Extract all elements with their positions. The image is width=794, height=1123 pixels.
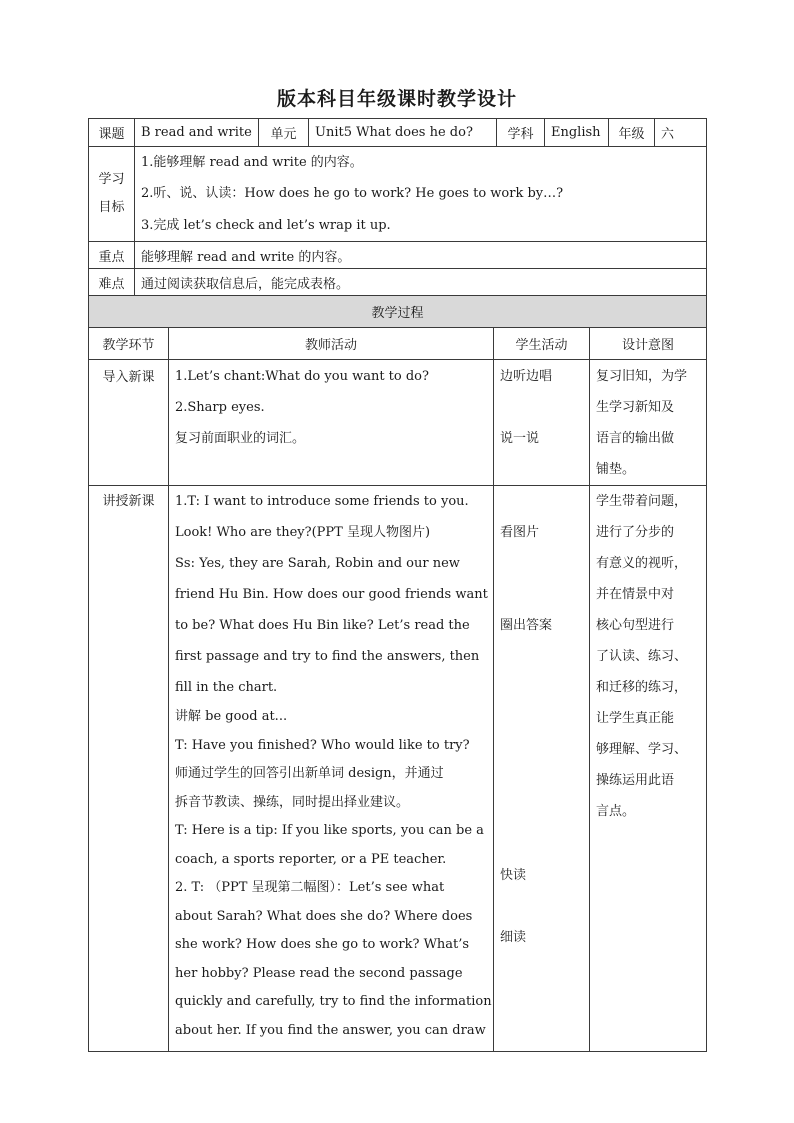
teacher-line: friend Hu Bin. How does our good friends want xyxy=(175,587,488,602)
teacher-line: 1.T: I want to introduce some friends to you. xyxy=(175,494,469,509)
intent-line: 生学习新知及 xyxy=(596,400,675,415)
objectives-label xyxy=(89,147,135,242)
teacher-line: 2.Sharp eyes. xyxy=(175,400,265,415)
lesson-info-table xyxy=(88,118,707,296)
objective-item-3: 3.完成 let’s check and let’s wrap it up. xyxy=(141,218,391,233)
teacher-line: T: Here is a tip: If you like sports, you can be a xyxy=(175,823,484,838)
process-title: 教学过程 xyxy=(89,296,707,328)
teacher-line: coach, a sports reporter, or a PE teacher. xyxy=(175,851,447,867)
teacher-line: about Sarah? What does she do? Where does xyxy=(175,908,473,924)
student-activity-new-lesson xyxy=(494,486,590,1052)
topic-label: 课题 xyxy=(89,119,135,147)
difficult-point-value: 通过阅读获取信息后，能完成表格。 xyxy=(135,269,707,296)
student-line: 看图片 xyxy=(500,525,540,540)
grade-value: 六 xyxy=(655,119,707,147)
intent-line: 够理解、学习、 xyxy=(596,742,688,757)
intent-line: 核心句型进行 xyxy=(596,618,675,633)
teacher-line: 拆音节教读、操练，同时提出择业建议。 xyxy=(175,794,410,810)
teacher-activity-lead-in xyxy=(169,360,494,486)
design-intent-lead-in xyxy=(590,360,707,486)
header-stage: 教学环节 xyxy=(89,328,169,360)
teacher-line: quickly and carefully, try to find the information xyxy=(175,994,492,1009)
teacher-line: 1.Let’s chant:What do you want to do? xyxy=(175,369,429,384)
header-student-activity: 学生活动 xyxy=(494,328,590,360)
process-row-new-lesson xyxy=(89,486,707,1052)
objectives-content xyxy=(135,147,707,242)
stage-lead-in: 导入新课 xyxy=(89,360,169,486)
teacher-line: Ss: Yes, they are Sarah, Robin and our new xyxy=(175,556,460,571)
teacher-line: 2. T: （PPT 呈现第二幅图）：Let’s see what xyxy=(175,880,445,895)
subject-label: 学科 xyxy=(497,119,545,147)
student-line: 细读 xyxy=(500,930,527,945)
student-line: 圈出答案 xyxy=(500,618,553,633)
student-line: 快读 xyxy=(500,868,527,883)
difficult-point-row xyxy=(89,269,707,296)
intent-line: 进行了分步的 xyxy=(596,525,675,540)
key-point-value: 能够理解 read and write 的内容。 xyxy=(135,242,707,269)
design-intent-new-lesson xyxy=(590,486,707,1052)
objectives-row xyxy=(89,147,707,242)
difficult-point-label: 难点 xyxy=(89,269,135,296)
teacher-line: 师通过学生的回答引出新单词 design，并通过 xyxy=(175,766,444,781)
objectives-label-line-2: 目标 xyxy=(98,200,125,215)
intent-line: 复习旧知，为学 xyxy=(596,369,688,384)
grade-label: 年级 xyxy=(609,119,655,147)
intent-line: 并在情景中对 xyxy=(596,587,675,602)
teacher-line: about her. If you find the answer, you can draw xyxy=(175,1022,486,1038)
key-point-label: 重点 xyxy=(89,242,135,269)
key-point-row xyxy=(89,242,707,269)
teacher-line: her hobby? Please read the second passage xyxy=(175,965,463,981)
topic-value: B read and write xyxy=(135,119,259,147)
intent-line: 言点。 xyxy=(596,804,636,819)
teacher-line: to be? What does Hu Bin like? Let’s read the xyxy=(175,618,470,633)
student-activity-lead-in xyxy=(494,360,590,486)
document-title: 版本科目年级课时教学设计 xyxy=(276,88,517,110)
intent-line: 操练运用此语 xyxy=(596,773,675,788)
teacher-line: T: Have you finished? Who would like to try? xyxy=(175,737,470,753)
teacher-line: first passage and try to find the answers, then xyxy=(175,649,480,664)
process-header-row xyxy=(89,328,707,360)
teacher-activity-new-lesson xyxy=(169,486,494,1052)
intent-line: 铺垫。 xyxy=(596,462,636,477)
teacher-line: 复习前面职业的词汇。 xyxy=(175,431,306,446)
teacher-line: Look! Who are they?(PPT 呈现人物图片) xyxy=(175,525,431,540)
unit-value: Unit5 What does he do? xyxy=(309,119,497,147)
intent-line: 让学生真正能 xyxy=(596,711,675,726)
process-row-lead-in xyxy=(89,360,707,486)
info-row xyxy=(89,119,707,147)
header-design-intent: 设计意图 xyxy=(590,328,707,360)
process-title-row xyxy=(89,296,707,328)
unit-label: 单元 xyxy=(259,119,309,147)
objective-item-1: 1.能够理解 read and write 的内容。 xyxy=(141,155,363,170)
intent-line: 学生带着问题， xyxy=(596,494,688,509)
objective-item-2: 2.听、说、认读：How does he go to work? He goes to work by…? xyxy=(141,186,564,201)
intent-line: 和迁移的练习， xyxy=(596,680,688,695)
intent-line: 了认读、练习、 xyxy=(596,649,688,664)
teacher-line: 讲解 be good at... xyxy=(175,709,288,724)
teacher-line: she work? How does she go to work? What’s xyxy=(175,937,470,952)
teacher-line: fill in the chart. xyxy=(175,680,278,695)
objectives-label-line-1: 学习 xyxy=(98,172,125,187)
student-line: 说一说 xyxy=(500,431,540,446)
intent-line: 语言的输出做 xyxy=(596,431,675,446)
subject-value: English xyxy=(545,119,609,147)
intent-line: 有意义的视听， xyxy=(596,556,688,571)
student-line: 边听边唱 xyxy=(500,369,553,384)
stage-new-lesson: 讲授新课 xyxy=(89,486,169,1052)
header-teacher-activity: 教师活动 xyxy=(169,328,494,360)
teaching-process-table xyxy=(88,295,707,1052)
